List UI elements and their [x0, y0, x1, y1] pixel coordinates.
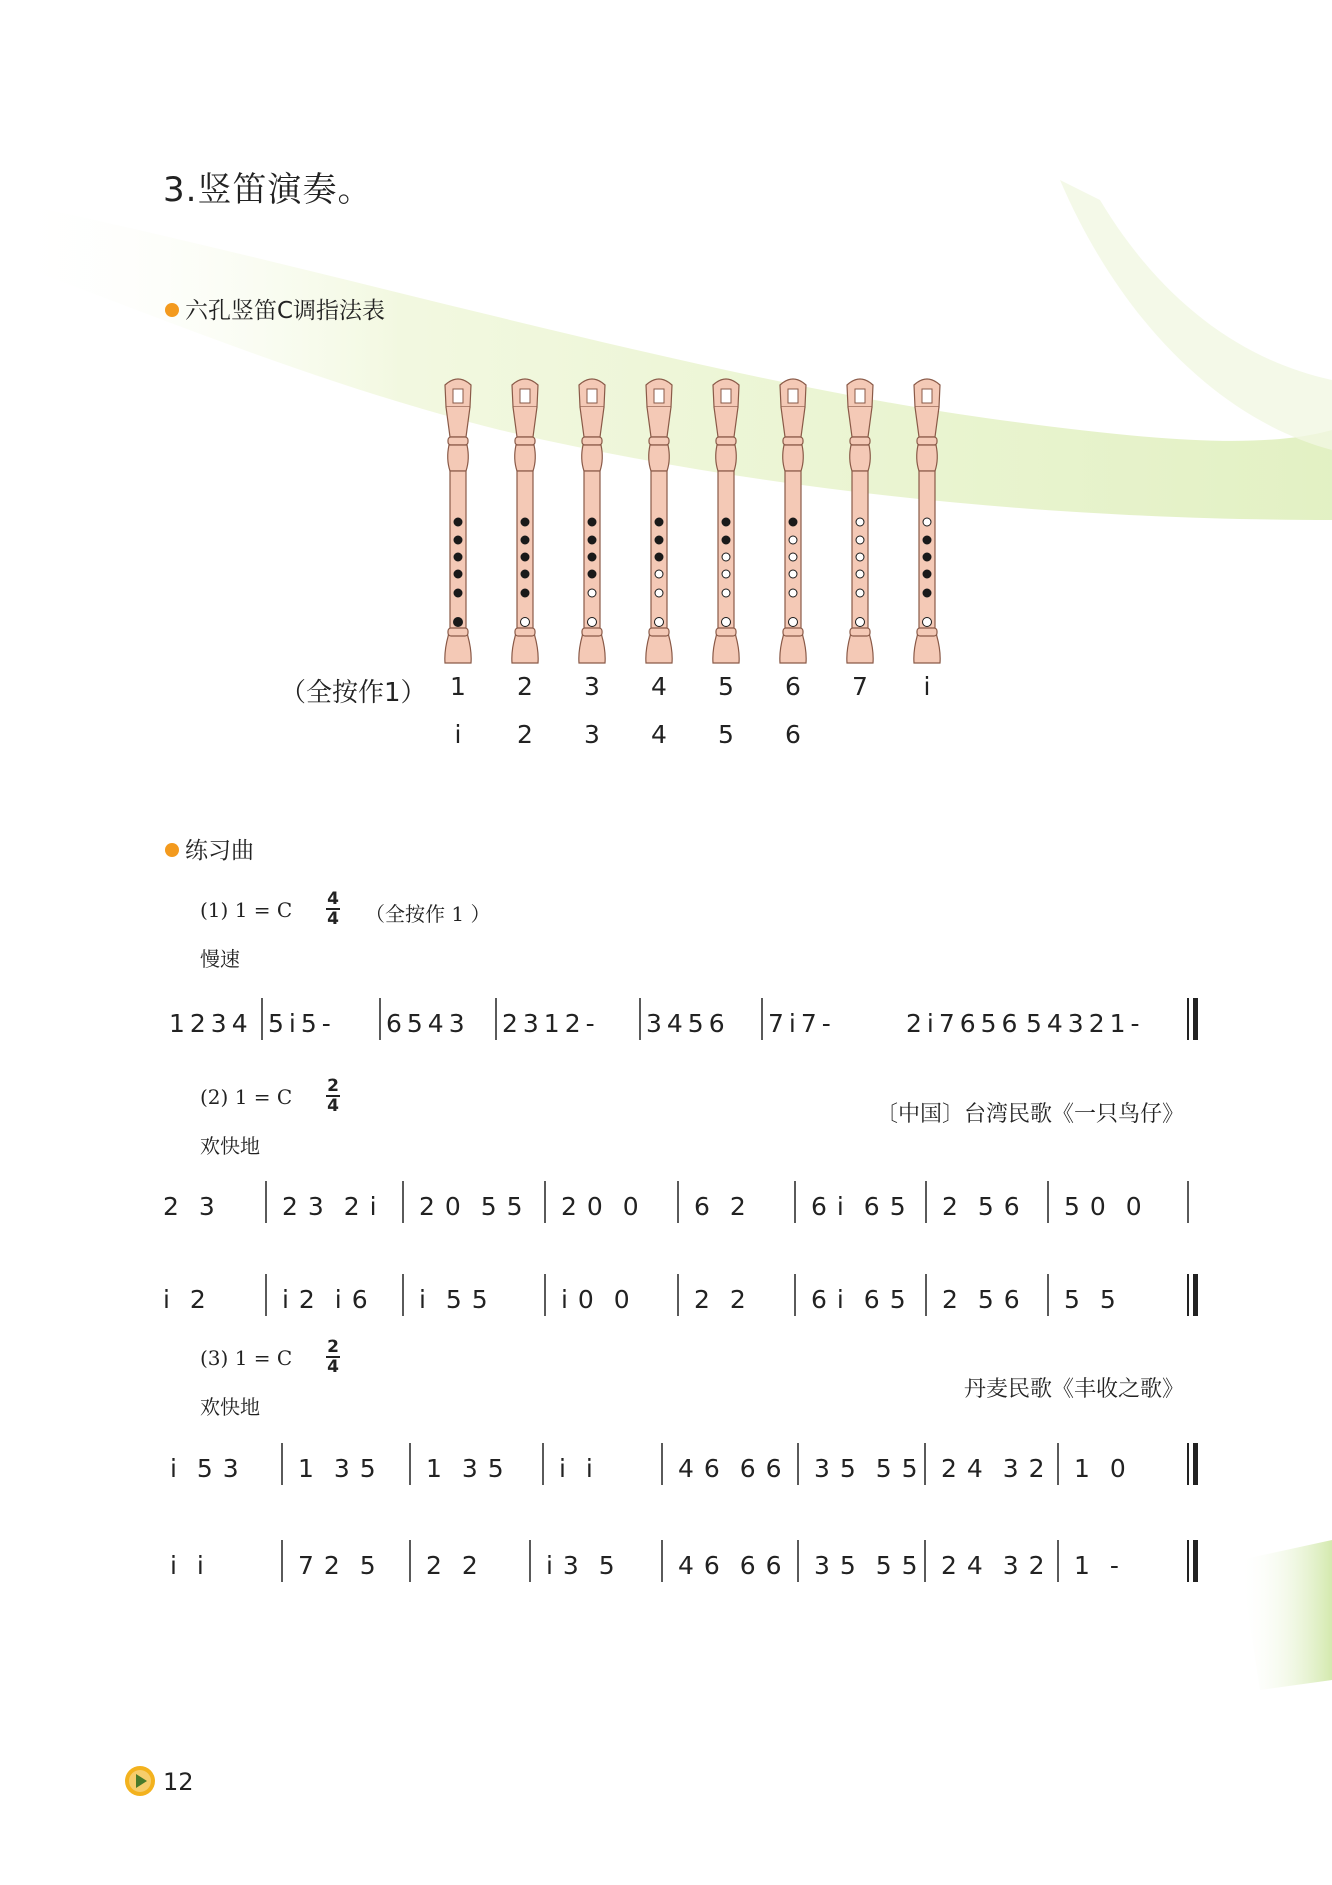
fingering-note [644, 672, 674, 701]
fingering-note-text: 3 [584, 720, 600, 749]
finger-hole-icon [655, 518, 663, 526]
time-sig-bottom: 4 [327, 909, 339, 929]
fingering-note [510, 672, 540, 701]
fingering-note [644, 720, 674, 749]
finger-hole-icon [856, 518, 864, 526]
note-group: 5 4 3 2 1 - [1026, 1009, 1140, 1038]
note-group: 2 i 7 6 5 6 [906, 1009, 1018, 1038]
recorder-1 [445, 379, 471, 663]
note-group: 2 0 5 5 [419, 1192, 523, 1221]
note-group: 6 2 [694, 1192, 746, 1221]
finger-hole-icon [789, 589, 797, 597]
note-group: i 5 5 [419, 1285, 488, 1314]
finger-hole-icon [789, 518, 797, 526]
note-group: 6 5 4 3 [386, 1009, 465, 1038]
time-sig-bottom: 4 [327, 1096, 339, 1116]
note-group: 4 6 6 6 [678, 1454, 782, 1483]
note-group: i i [559, 1454, 593, 1483]
fingering-note [912, 672, 942, 701]
fingering-hint: （全按作1） [280, 678, 427, 708]
piece2-staff-line1 [0, 1163, 1332, 1233]
fingering-note-text: 3 [584, 672, 600, 701]
note-group: 2 3 [163, 1192, 215, 1221]
time-sig-top: 2 [327, 1076, 339, 1096]
note-group: i i [170, 1551, 204, 1580]
fingering-note-text: 4 [651, 672, 667, 701]
piece2-tempo: 欢快地 [200, 1134, 260, 1158]
finger-hole-icon [923, 589, 931, 597]
recorder-6 [780, 379, 806, 663]
finger-hole-icon [722, 536, 730, 544]
recorder-4 [646, 379, 672, 663]
note-group: 2 0 0 [561, 1192, 639, 1221]
note-group: 1 3 5 [298, 1454, 376, 1483]
note-group: 2 5 6 [942, 1285, 1020, 1314]
fingering-note [711, 672, 741, 701]
fingering-note-text: 2 [517, 720, 533, 749]
note-group: i 2 i 6 [282, 1285, 368, 1314]
fingering-heading [165, 292, 385, 325]
time-sig-top: 4 [327, 889, 339, 909]
section-title: 3.竖笛演奏。 [163, 170, 373, 210]
bullet-icon [165, 843, 179, 857]
time-sig-top: 2 [327, 1337, 339, 1357]
fingering-note-text: 1 [450, 672, 466, 701]
finger-hole-icon [588, 553, 596, 561]
piece1-tempo: 慢速 [200, 947, 240, 971]
finger-hole-icon [856, 553, 864, 561]
fingering-note [778, 672, 808, 701]
finger-hole-icon [521, 553, 529, 561]
finger-hole-icon [789, 570, 797, 578]
fingering-note-text: 5 [718, 720, 734, 749]
note-group: 5 i 5 - [268, 1009, 331, 1038]
final-bar-line [1193, 1274, 1198, 1316]
note-group: 2 3 1 2 - [502, 1009, 595, 1038]
recorder-3 [579, 379, 605, 663]
final-bar-line [1193, 998, 1198, 1040]
note-group: 3 5 5 5 [814, 1551, 918, 1580]
finger-hole-icon [923, 536, 931, 544]
note-group: 4 6 6 6 [678, 1551, 782, 1580]
recorder-7 [847, 379, 873, 663]
fingering-notes-row2 [0, 720, 1332, 760]
note-group: 2 3 2 i [282, 1192, 377, 1221]
piece2-source: 〔中国〕台湾民歌《一只鸟仔》 [875, 1102, 1184, 1127]
recorder-5 [713, 379, 739, 663]
note-group: 2 4 3 2 [941, 1454, 1045, 1483]
note-group: i 3 5 [546, 1551, 615, 1580]
note-group: i 0 0 [561, 1285, 630, 1314]
note-group: 6 i 6 5 [811, 1192, 906, 1221]
piece2-key: (2) 1 = C [200, 1085, 293, 1109]
finger-hole-icon [923, 553, 931, 561]
finger-hole-icon [454, 570, 462, 578]
fingering-note [443, 720, 473, 749]
note-group: 2 4 3 2 [941, 1551, 1045, 1580]
note-group: 1 2 3 4 [169, 1009, 248, 1038]
finger-hole-icon [856, 570, 864, 578]
finger-hole-icon [655, 589, 663, 597]
finger-hole-icon [454, 518, 462, 526]
fingering-notes-row1 [0, 672, 1332, 712]
recorder-8 [914, 379, 940, 663]
fingering-note-text: 7 [852, 672, 868, 701]
piece1-time-signature [326, 890, 340, 928]
finger-hole-icon [722, 553, 730, 561]
note-group: 5 0 0 [1064, 1192, 1142, 1221]
exercise-heading [165, 832, 254, 865]
fingering-note-text: 2 [517, 672, 533, 701]
recorder-fingering-chart [430, 375, 960, 670]
fingering-note-text: 6 [785, 672, 801, 701]
page-number: 12 [163, 1768, 194, 1796]
exercise-heading-text: 练习曲 [185, 838, 254, 864]
note-group: 2 2 [694, 1285, 746, 1314]
finger-hole-icon [655, 553, 663, 561]
piece2-time-signature [326, 1077, 340, 1115]
finger-hole-icon [856, 536, 864, 544]
bullet-icon [165, 303, 179, 317]
finger-hole-icon [588, 570, 596, 578]
note-group: 5 5 [1064, 1285, 1116, 1314]
play-triangle-icon [125, 1766, 155, 1796]
note-group: 1 - [1074, 1551, 1119, 1580]
note-group: 3 5 5 5 [814, 1454, 918, 1483]
finger-hole-icon [521, 518, 529, 526]
finger-hole-icon [655, 536, 663, 544]
piece1-note: （全按作 1 ） [365, 902, 491, 926]
fingering-note-text: i [454, 720, 462, 749]
finger-hole-icon [722, 518, 730, 526]
piece3-time-signature [326, 1338, 340, 1376]
final-bar-line [1193, 1443, 1198, 1485]
fingering-note [778, 720, 808, 749]
note-group: i 2 [163, 1285, 206, 1314]
play-icon [125, 1766, 155, 1796]
piece3-source: 丹麦民歌《丰收之歌》 [963, 1377, 1184, 1402]
finger-hole-icon [588, 536, 596, 544]
fingering-heading-text: 六孔竖笛C调指法表 [185, 298, 386, 324]
recorder-2 [512, 379, 538, 663]
finger-hole-icon [454, 553, 462, 561]
finger-hole-icon [454, 536, 462, 544]
piece2-staff-line2 [0, 1256, 1332, 1326]
note-group: 3 4 5 6 [646, 1009, 725, 1038]
finger-hole-icon [923, 518, 931, 526]
time-sig-bottom: 4 [327, 1357, 339, 1377]
fingering-note-text: 4 [651, 720, 667, 749]
piece3-tempo: 欢快地 [200, 1395, 260, 1419]
piece1-key: (1) 1 = C [200, 898, 293, 922]
note-group: i 5 3 [170, 1454, 239, 1483]
note-group: 2 2 [426, 1551, 478, 1580]
finger-hole-icon [923, 570, 931, 578]
fingering-note-text: 5 [718, 672, 734, 701]
finger-hole-icon [588, 589, 596, 597]
note-group: 2 5 6 [942, 1192, 1020, 1221]
fingering-note [577, 672, 607, 701]
finger-hole-icon [521, 536, 529, 544]
finger-hole-icon [789, 536, 797, 544]
final-bar-line [1193, 1540, 1198, 1582]
finger-hole-icon [588, 518, 596, 526]
fingering-note-text: 6 [785, 720, 801, 749]
piece3-staff-line1 [0, 1425, 1332, 1495]
fingering-note-text: i [923, 672, 931, 701]
finger-hole-icon [655, 570, 663, 578]
fingering-note [510, 720, 540, 749]
note-group: 7 2 5 [298, 1551, 376, 1580]
finger-hole-icon [521, 570, 529, 578]
note-group: 6 i 6 5 [811, 1285, 906, 1314]
note-group: 1 3 5 [426, 1454, 504, 1483]
note-group: 7 i 7 - [768, 1009, 831, 1038]
finger-hole-icon [856, 589, 864, 597]
finger-hole-icon [789, 553, 797, 561]
finger-hole-icon [722, 570, 730, 578]
piece1-staff-line1 [0, 980, 1332, 1050]
fingering-note [443, 672, 473, 701]
finger-hole-icon [722, 589, 730, 597]
fingering-note [577, 720, 607, 749]
piece3-staff-line2 [0, 1522, 1332, 1592]
fingering-note [711, 720, 741, 749]
piece3-key: (3) 1 = C [200, 1346, 293, 1370]
finger-hole-icon [521, 589, 529, 597]
note-group: 1 0 [1074, 1454, 1126, 1483]
finger-hole-icon [454, 589, 462, 597]
fingering-note [845, 672, 875, 701]
